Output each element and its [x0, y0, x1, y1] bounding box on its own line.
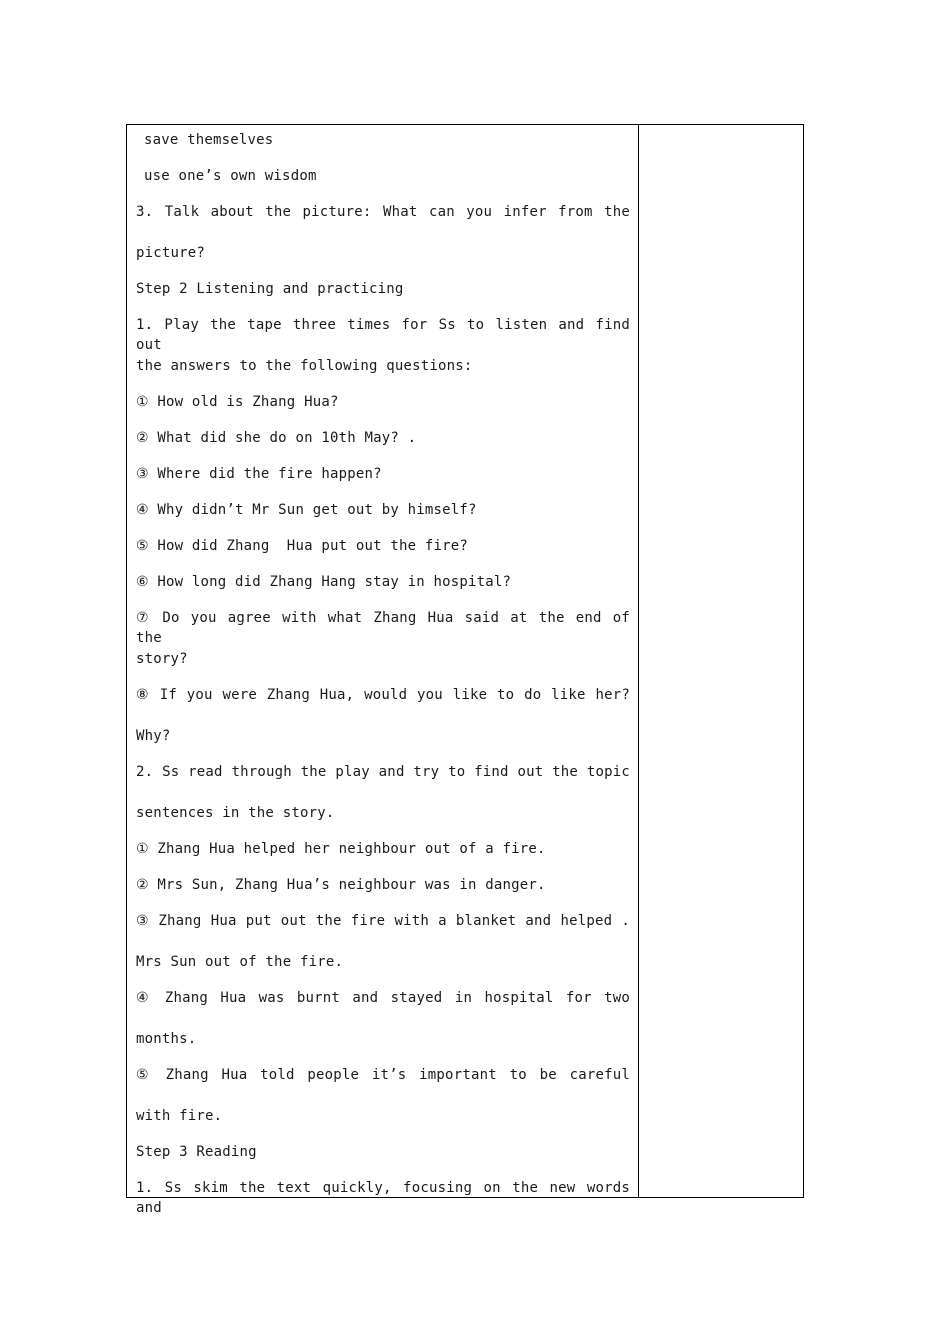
text-line: ⑤ Zhang Hua told people it’s important to be careful	[136, 1067, 630, 1083]
lesson-table	[126, 124, 804, 1216]
notes-cell	[639, 125, 803, 1197]
text-line: Step 3 Reading	[136, 1144, 257, 1160]
text-line: 1. Ss skim the text quickly, focusing on the new words and	[136, 1180, 630, 1216]
text-line: Why?	[136, 728, 171, 744]
text-line: Mrs Sun out of the fire.	[136, 954, 344, 970]
text-line: ⑧ If you were Zhang Hua, would you like to do like her?	[136, 687, 630, 703]
text-line: ③ Where did the fire happen?	[136, 466, 382, 482]
text-line: save themselves	[144, 132, 274, 148]
text-line: ⑤ How did Zhang Hua put out the fire?	[136, 538, 469, 554]
text-line: picture?	[136, 245, 206, 261]
text-line: use one’s own wisdom	[144, 168, 317, 184]
text-line: story?	[136, 651, 188, 667]
text-line: ③ Zhang Hua put out the fire with a blanket and helped .	[136, 913, 630, 929]
text-line: Step 2 Listening and practicing	[136, 281, 404, 297]
text-line: 2. Ss read through the play and try to find out the topic	[136, 764, 630, 780]
text-line: ② What did she do on 10th May? .	[136, 430, 417, 446]
text-line: 3. Talk about the picture: What can you infer from the	[136, 204, 630, 220]
text-line: months.	[136, 1031, 197, 1047]
text-line: ② Mrs Sun, Zhang Hua’s neighbour was in danger.	[136, 877, 546, 893]
text-line: with fire.	[136, 1108, 223, 1124]
text-line: the answers to the following questions:	[136, 358, 473, 374]
text-line: ⑦ Do you agree with what Zhang Hua said at the end of the	[136, 610, 630, 646]
text-line: ⑥ How long did Zhang Hang stay in hospital?	[136, 574, 512, 590]
text-line: ① Zhang Hua helped her neighbour out of a fire.	[136, 841, 546, 857]
text-line: 1. Play the tape three times for Ss to listen and find out	[136, 317, 630, 353]
text-line: ① How old is Zhang Hua?	[136, 394, 339, 410]
text-line: ④ Zhang Hua was burnt and stayed in hospital for two	[136, 990, 630, 1006]
text-line: ④ Why didn’t Mr Sun get out by himself?	[136, 502, 477, 518]
text-line: sentences in the story.	[136, 805, 335, 821]
